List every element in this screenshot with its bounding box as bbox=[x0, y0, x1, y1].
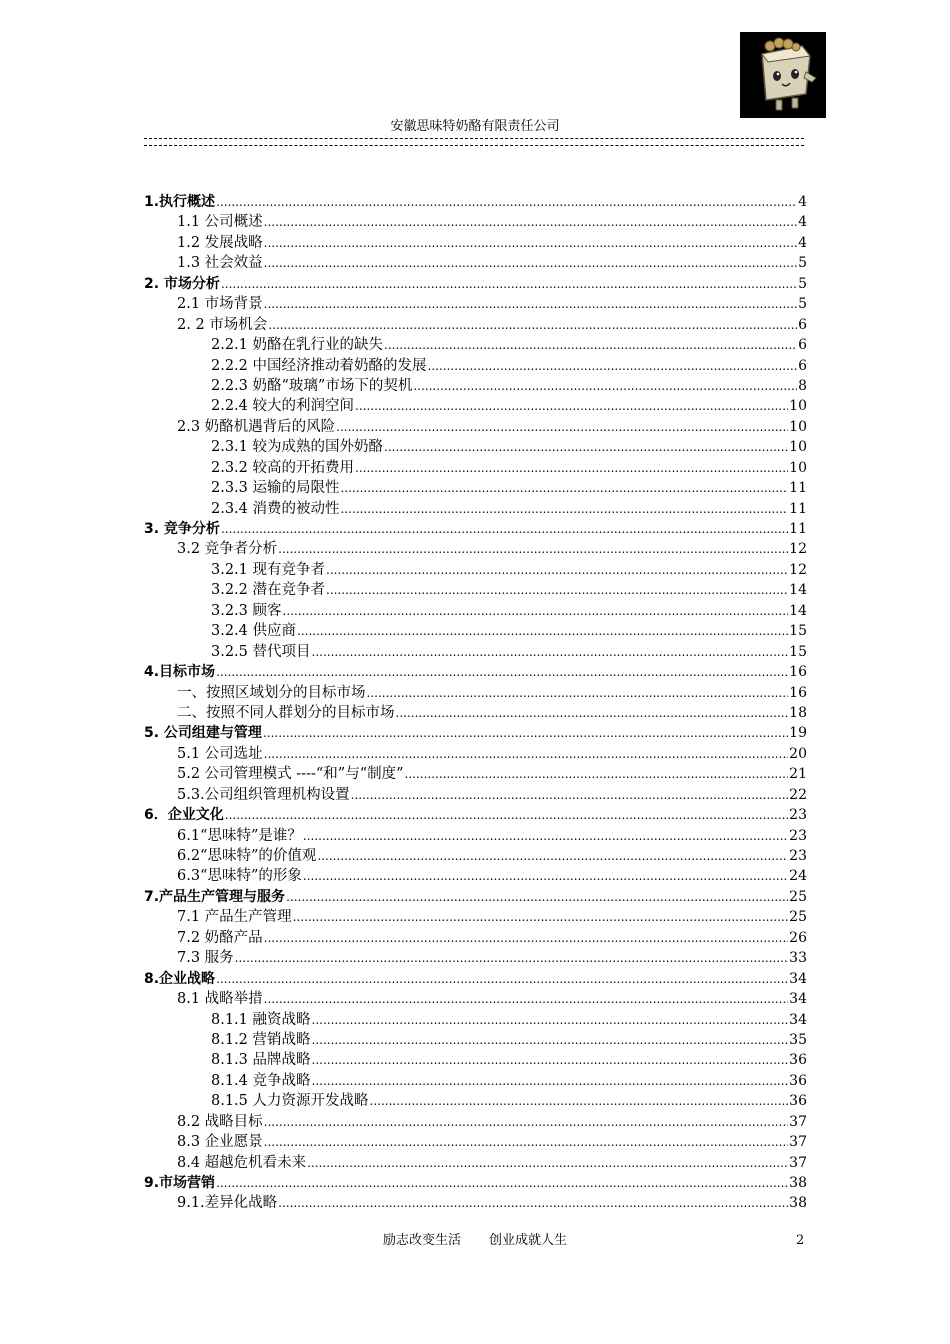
toc-entry-title: 3. 竞争分析 bbox=[144, 521, 220, 537]
toc-entry-title: 8.1.4 竞争战略 bbox=[211, 1072, 311, 1089]
toc-entry-page: 34 bbox=[789, 970, 807, 987]
toc-entry-title: 8.1.5 人力资源开发战略 bbox=[211, 1093, 369, 1110]
toc-entry[interactable] bbox=[144, 683, 807, 703]
toc-entry-page: 6 bbox=[798, 316, 807, 333]
toc-entry-title: 6．企业文化 bbox=[144, 807, 224, 824]
toc-leader-dots bbox=[264, 1132, 789, 1152]
toc-entry-page: 36 bbox=[789, 1093, 807, 1110]
toc-entry[interactable] bbox=[144, 1010, 807, 1030]
toc-entry-page: 36 bbox=[789, 1052, 807, 1069]
toc-leader-dots bbox=[303, 866, 788, 886]
toc-entry-page: 33 bbox=[789, 950, 807, 967]
toc-entry-page: 14 bbox=[789, 582, 807, 599]
footer-slogan bbox=[0, 1232, 950, 1250]
toc-entry[interactable] bbox=[144, 621, 807, 641]
toc-leader-dots bbox=[384, 437, 788, 457]
toc-entry[interactable] bbox=[144, 1050, 807, 1070]
toc-entry-title: 8.1 战略举措 bbox=[177, 991, 263, 1008]
toc-entry-title: 2. 2 市场机会 bbox=[177, 316, 268, 333]
toc-leader-dots bbox=[264, 253, 797, 273]
toc-entry[interactable] bbox=[144, 764, 807, 784]
toc-entry[interactable] bbox=[144, 519, 807, 539]
toc-entry[interactable] bbox=[144, 887, 807, 907]
toc-entry-page: 38 bbox=[789, 1175, 807, 1191]
toc-leader-dots bbox=[216, 969, 788, 989]
toc-entry-title: 一、按照区域划分的目标市场 bbox=[177, 684, 366, 701]
toc-entry-title: 7.3 服务 bbox=[177, 950, 234, 967]
toc-entry[interactable] bbox=[144, 1071, 807, 1091]
toc-entry-page: 23 bbox=[789, 827, 807, 844]
toc-entry-title: 1.3 社会效益 bbox=[177, 255, 263, 272]
toc-entry-page: 5 bbox=[798, 296, 807, 313]
header-divider bbox=[144, 138, 804, 139]
toc-entry-page: 26 bbox=[789, 929, 807, 946]
toc-entry-title: 5. 公司组建与管理 bbox=[144, 725, 262, 742]
toc-leader-dots bbox=[326, 560, 788, 580]
toc-entry-title: 8.企业战略 bbox=[144, 970, 216, 987]
toc-leader-dots bbox=[268, 315, 797, 335]
toc-entry-title: 9.市场营销 bbox=[144, 1175, 216, 1191]
toc-leader-dots bbox=[351, 785, 789, 805]
company-logo bbox=[740, 32, 826, 118]
toc-entry[interactable] bbox=[144, 1153, 807, 1173]
toc-entry-page: 16 bbox=[789, 664, 807, 681]
toc-entry[interactable] bbox=[144, 703, 807, 723]
toc-leader-dots bbox=[367, 683, 789, 703]
toc-leader-dots bbox=[216, 192, 797, 212]
toc-entry-page: 5 bbox=[798, 275, 807, 292]
toc-entry-title: 4.目标市场 bbox=[144, 664, 216, 681]
toc-entry[interactable] bbox=[144, 744, 807, 764]
toc-entry[interactable] bbox=[144, 1030, 807, 1050]
toc-leader-dots bbox=[355, 396, 788, 416]
table-of-contents bbox=[144, 192, 807, 1214]
toc-entry-page: 23 bbox=[789, 848, 807, 864]
toc-entry-title: 1.2 发展战略 bbox=[177, 234, 263, 251]
toc-entry-title: 1.执行概述 bbox=[144, 194, 216, 210]
header-divider-2 bbox=[144, 145, 804, 146]
toc-entry-page: 25 bbox=[789, 909, 807, 926]
toc-entry-title: 5.3.公司组织管理机构设置 bbox=[177, 786, 350, 803]
toc-entry-page: 23 bbox=[789, 807, 807, 824]
toc-leader-dots bbox=[264, 233, 797, 253]
toc-entry-page: 21 bbox=[789, 766, 807, 783]
toc-leader-dots bbox=[303, 826, 788, 846]
toc-entry-title: 8.3 企业愿景 bbox=[177, 1134, 263, 1151]
toc-entry-title: 7.产品生产管理与服务 bbox=[144, 888, 286, 905]
toc-leader-dots bbox=[286, 887, 788, 907]
toc-entry[interactable] bbox=[144, 212, 807, 232]
toc-leader-dots bbox=[341, 499, 789, 519]
toc-entry[interactable] bbox=[144, 458, 807, 478]
toc-entry-page: 6 bbox=[798, 337, 807, 354]
toc-leader-dots bbox=[297, 621, 788, 641]
toc-entry-title: 7.1 产品生产管理 bbox=[177, 909, 292, 926]
toc-entry[interactable] bbox=[144, 376, 807, 396]
toc-entry-title: 2.2.4 较大的利润空间 bbox=[211, 398, 355, 415]
toc-entry-page: 11 bbox=[789, 480, 807, 497]
toc-entry-title: 8.4 超越危机看未来 bbox=[177, 1154, 307, 1171]
toc-entry[interactable] bbox=[144, 1132, 807, 1152]
toc-leader-dots bbox=[264, 1112, 789, 1132]
toc-entry-page: 37 bbox=[789, 1154, 807, 1171]
toc-entry-page: 36 bbox=[789, 1072, 807, 1089]
toc-entry-page: 4 bbox=[798, 234, 807, 251]
toc-leader-dots bbox=[216, 1173, 788, 1193]
toc-entry[interactable] bbox=[144, 560, 807, 580]
toc-entry[interactable] bbox=[144, 192, 807, 212]
toc-entry-title: 8.1.2 营销战略 bbox=[211, 1031, 311, 1048]
toc-entry-title: 6.3“思味特”的形象 bbox=[177, 868, 302, 885]
toc-entry-page: 4 bbox=[798, 214, 807, 231]
toc-entry[interactable] bbox=[144, 274, 807, 294]
toc-entry[interactable] bbox=[144, 499, 807, 519]
toc-entry-title: 3.2.5 替代项目 bbox=[211, 643, 311, 660]
toc-entry[interactable] bbox=[144, 437, 807, 457]
toc-entry[interactable] bbox=[144, 1112, 807, 1132]
toc-entry[interactable] bbox=[144, 723, 807, 743]
toc-entry-page: 37 bbox=[789, 1134, 807, 1151]
toc-entry-page: 16 bbox=[789, 684, 807, 701]
toc-entry-title: 2.3 奶酪机遇背后的风险 bbox=[177, 418, 336, 435]
toc-leader-dots bbox=[264, 989, 789, 1009]
toc-leader-dots bbox=[405, 764, 789, 784]
toc-entry[interactable] bbox=[144, 1091, 807, 1111]
toc-entry[interactable] bbox=[144, 805, 807, 825]
toc-entry-page: 6 bbox=[798, 357, 807, 374]
toc-entry[interactable] bbox=[144, 948, 807, 968]
toc-leader-dots bbox=[336, 417, 788, 437]
toc-entry-page: 15 bbox=[789, 623, 807, 640]
toc-entry[interactable] bbox=[144, 662, 807, 682]
toc-leader-dots bbox=[428, 356, 798, 376]
footer-slogan-right: 创业成就人生 bbox=[489, 1233, 568, 1248]
toc-entry[interactable] bbox=[144, 866, 807, 886]
toc-entry-title: 5.2 公司管理模式 ----“和”与“制度” bbox=[177, 766, 404, 783]
toc-entry-page: 10 bbox=[789, 398, 807, 415]
toc-leader-dots bbox=[312, 1071, 789, 1091]
toc-entry[interactable] bbox=[144, 233, 807, 253]
toc-leader-dots bbox=[370, 1091, 789, 1111]
toc-entry-page: 34 bbox=[789, 1011, 807, 1028]
toc-leader-dots bbox=[278, 1193, 788, 1213]
toc-leader-dots bbox=[312, 1050, 789, 1070]
toc-entry[interactable] bbox=[144, 335, 807, 355]
toc-leader-dots bbox=[326, 580, 788, 600]
toc-entry-title: 2.3.2 较高的开拓费用 bbox=[211, 459, 355, 476]
toc-entry-title: 5.1 公司选址 bbox=[177, 745, 263, 762]
footer-slogan-left: 励志改变生活 bbox=[382, 1233, 461, 1248]
toc-leader-dots bbox=[355, 458, 788, 478]
toc-leader-dots bbox=[312, 1030, 789, 1050]
toc-leader-dots bbox=[317, 846, 788, 866]
toc-entry[interactable] bbox=[144, 580, 807, 600]
toc-entry-page: 34 bbox=[789, 991, 807, 1008]
toc-leader-dots bbox=[293, 907, 789, 927]
toc-entry-title: 2.2.3 奶酪“玻璃”市场下的契机 bbox=[211, 377, 413, 394]
toc-entry-page: 35 bbox=[789, 1031, 807, 1048]
toc-entry[interactable] bbox=[144, 642, 807, 662]
toc-entry-page: 20 bbox=[789, 745, 807, 762]
toc-entry[interactable] bbox=[144, 478, 807, 498]
toc-entry-title: 3.2.3 顾客 bbox=[211, 602, 282, 619]
toc-entry-page: 19 bbox=[789, 725, 807, 742]
toc-entry-page: 10 bbox=[789, 459, 807, 476]
toc-entry[interactable] bbox=[144, 1173, 807, 1193]
toc-entry[interactable] bbox=[144, 253, 807, 273]
toc-entry-page: 8 bbox=[798, 377, 807, 394]
toc-entry-title: 8.1.3 品牌战略 bbox=[211, 1052, 311, 1069]
toc-entry-title: 3.2.2 潜在竞争者 bbox=[211, 582, 326, 599]
toc-entry-page: 37 bbox=[789, 1113, 807, 1130]
toc-leader-dots bbox=[384, 335, 797, 355]
toc-entry-title: 2.2.1 奶酪在乳行业的缺失 bbox=[211, 337, 384, 354]
toc-entry[interactable] bbox=[144, 396, 807, 416]
toc-leader-dots bbox=[221, 519, 788, 539]
toc-entry[interactable] bbox=[144, 785, 807, 805]
toc-leader-dots bbox=[307, 1153, 788, 1173]
page-number: 2 bbox=[796, 1233, 805, 1248]
toc-entry-title: 3.2 竞争者分析 bbox=[177, 541, 278, 558]
toc-leader-dots bbox=[264, 212, 797, 232]
toc-entry-page: 38 bbox=[789, 1195, 807, 1212]
toc-leader-dots bbox=[264, 928, 789, 948]
toc-entry-title: 9.1.差异化战略 bbox=[177, 1195, 278, 1212]
toc-leader-dots bbox=[413, 376, 797, 396]
toc-leader-dots bbox=[312, 642, 789, 662]
toc-entry[interactable] bbox=[144, 928, 807, 948]
toc-entry-title: 3.2.4 供应商 bbox=[211, 623, 297, 640]
toc-leader-dots bbox=[278, 539, 788, 559]
toc-entry-page: 24 bbox=[789, 868, 807, 885]
toc-entry-page: 11 bbox=[789, 521, 807, 537]
toc-entry-page: 12 bbox=[789, 541, 807, 558]
toc-entry-page: 12 bbox=[789, 561, 807, 578]
toc-entry[interactable] bbox=[144, 601, 807, 621]
toc-entry-page: 5 bbox=[798, 255, 807, 272]
toc-entry-title: 1.1 公司概述 bbox=[177, 214, 263, 231]
toc-entry[interactable] bbox=[144, 539, 807, 559]
toc-leader-dots bbox=[263, 723, 788, 743]
toc-entry-page: 22 bbox=[789, 786, 807, 803]
toc-entry-title: 2.3.4 消费的被动性 bbox=[211, 500, 340, 517]
toc-entry-page: 11 bbox=[789, 500, 807, 517]
toc-leader-dots bbox=[341, 478, 789, 498]
toc-leader-dots bbox=[264, 744, 789, 764]
toc-leader-dots bbox=[312, 1010, 789, 1030]
toc-entry-title: 2.2.2 中国经济推动着奶酪的发展 bbox=[211, 357, 427, 374]
toc-entry[interactable] bbox=[144, 315, 807, 335]
toc-entry[interactable] bbox=[144, 846, 807, 866]
toc-entry[interactable] bbox=[144, 989, 807, 1009]
toc-leader-dots bbox=[225, 805, 788, 825]
toc-entry-page: 15 bbox=[789, 643, 807, 660]
toc-entry-page: 10 bbox=[789, 418, 807, 435]
toc-entry[interactable] bbox=[144, 907, 807, 927]
toc-entry-page: 10 bbox=[789, 439, 807, 456]
toc-entry[interactable] bbox=[144, 294, 807, 314]
toc-entry-title: 7.2 奶酪产品 bbox=[177, 929, 263, 946]
cheese-mascot-icon bbox=[740, 32, 826, 118]
toc-entry-title: 2.3.3 运输的局限性 bbox=[211, 480, 340, 497]
toc-entry-title: 8.1.1 融资战略 bbox=[211, 1011, 311, 1028]
toc-entry-title: 2.1 市场背景 bbox=[177, 296, 263, 313]
toc-leader-dots bbox=[221, 274, 797, 294]
toc-entry-page: 25 bbox=[789, 888, 807, 905]
toc-entry-title: 6.2“思味特”的价值观 bbox=[177, 848, 317, 864]
company-name: 安徽思味特奶酪有限责任公司 bbox=[390, 119, 560, 134]
toc-entry-title: 8.2 战略目标 bbox=[177, 1113, 263, 1130]
toc-entry-page: 14 bbox=[789, 602, 807, 619]
toc-entry-title: 3.2.1 现有竞争者 bbox=[211, 561, 326, 578]
toc-entry-page: 18 bbox=[789, 704, 807, 721]
toc-entry-title: 6.1“思味特”是谁？ bbox=[177, 827, 302, 844]
toc-leader-dots bbox=[396, 703, 789, 723]
toc-entry-page: 4 bbox=[798, 194, 807, 210]
toc-entry[interactable] bbox=[144, 356, 807, 376]
toc-leader-dots bbox=[216, 662, 788, 682]
toc-entry[interactable] bbox=[144, 1193, 807, 1213]
toc-entry[interactable] bbox=[144, 826, 807, 846]
toc-leader-dots bbox=[264, 294, 797, 314]
toc-entry-title: 二、按照不同人群划分的目标市场 bbox=[177, 704, 395, 721]
toc-entry[interactable] bbox=[144, 417, 807, 437]
toc-leader-dots bbox=[283, 601, 789, 621]
toc-entry-title: 2.3.1 较为成熟的国外奶酪 bbox=[211, 439, 384, 456]
toc-leader-dots bbox=[235, 948, 789, 968]
toc-entry[interactable] bbox=[144, 969, 807, 989]
toc-entry-title: 2. 市场分析 bbox=[144, 275, 220, 292]
